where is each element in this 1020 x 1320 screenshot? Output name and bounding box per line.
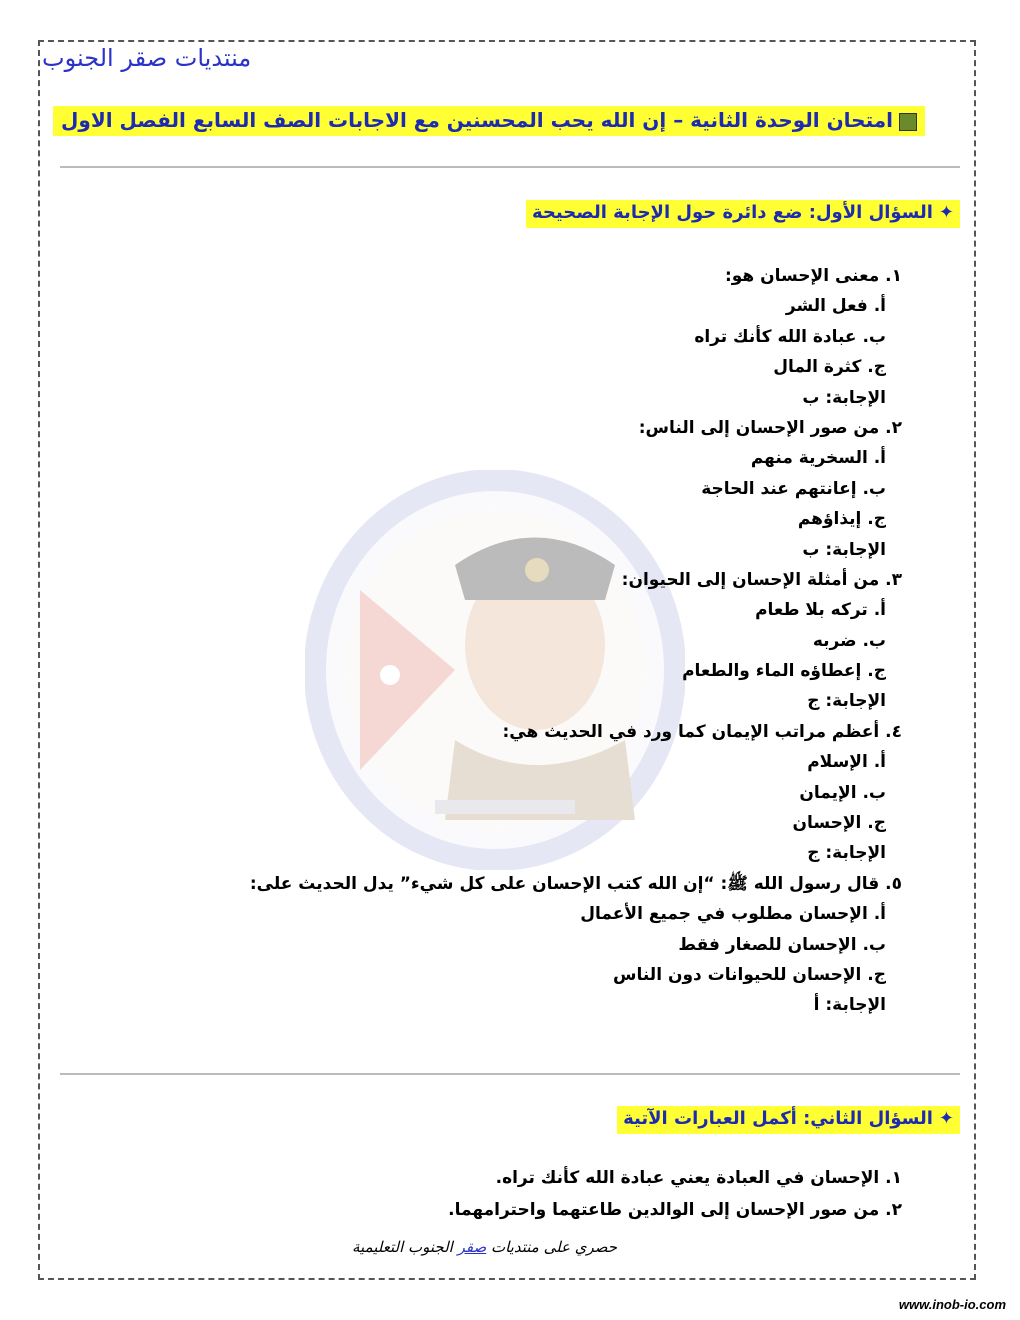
divider-middle — [60, 1073, 960, 1075]
section1-title — [526, 200, 960, 228]
answer-3: الإجابة: ج — [807, 691, 886, 712]
option-3b: ب. ضربه — [812, 630, 886, 651]
option-5c: ج. الإحسان للحيوانات دون الناس — [613, 964, 886, 985]
answer-4: الإجابة: ج — [807, 843, 886, 864]
section2-title — [617, 1106, 960, 1134]
option-2a: أ. السخرية منهم — [750, 448, 886, 469]
sparkle-icon: ✦ — [938, 1108, 954, 1129]
answer-1: الإجابة: ب — [802, 387, 886, 408]
option-1c: ج. كثرة المال — [773, 357, 886, 378]
footer-note — [352, 1238, 617, 1256]
question-1: ١. معنى الإحسان هو: — [724, 266, 902, 286]
divider-top — [60, 166, 960, 168]
question-list — [202, 261, 902, 1021]
site-url: www.inob-io.com — [898, 1297, 1006, 1312]
completion-item-1: ١. الإحسان في العبادة يعني عبادة الله كأنك تراه. — [495, 1168, 902, 1188]
question-3: ٣. من أمثلة الإحسان إلى الحيوان: — [621, 569, 902, 590]
site-title: منتديات صقر الجنوب — [42, 44, 252, 72]
option-3a: أ. تركه بلا طعام — [755, 600, 886, 621]
exam-title-text: امتحان الوحدة الثانية – إن الله يحب المحسنين مع الاجابات الصف السابع الفصل الاول — [61, 108, 893, 132]
question-4: ٤. أعظم مراتب الإيمان كما ورد في الحديث هي: — [502, 721, 902, 742]
exam-title — [53, 106, 925, 136]
option-4a: أ. الإسلام — [807, 752, 886, 773]
answer-2: الإجابة: ب — [802, 539, 886, 560]
sparkle-icon: ✦ — [938, 202, 954, 223]
section1-title-text: السؤال الأول: ضع دائرة حول الإجابة الصحيحة — [532, 202, 933, 223]
answer-5: الإجابة: أ — [813, 995, 886, 1016]
option-4b: ب. الإيمان — [799, 782, 886, 803]
option-5b: ب. الإحسان للصغار فقط — [678, 934, 886, 955]
question-2: ٢. من صور الإحسان إلى الناس: — [638, 417, 902, 438]
question-5: ٥. قال رسول الله ﷺ: “إن الله كتب الإحسان على كل شيء” يدل الحديث على: — [249, 873, 902, 894]
square-icon — [899, 113, 917, 131]
option-2c: ج. إيذاؤهم — [797, 509, 886, 530]
option-4c: ج. الإحسان — [792, 813, 886, 834]
section2-title-text: السؤال الثاني: أكمل العبارات الآتية — [623, 1108, 933, 1129]
option-1a: أ. فعل الشر — [785, 296, 886, 317]
option-1b: ب. عبادة الله كأنك تراه — [694, 326, 886, 347]
option-5a: أ. الإحسان مطلوب في جميع الأعمال — [580, 904, 886, 925]
completion-item-2: ٢. من صور الإحسان إلى الوالدين طاعتهما واحترامهما. — [448, 1200, 902, 1220]
footer-link[interactable]: صقر — [457, 1238, 487, 1256]
footer-suffix: الجنوب التعليمية — [352, 1238, 458, 1256]
completion-list — [182, 1162, 902, 1226]
option-3c: ج. إعطاؤه الماء والطعام — [682, 661, 886, 682]
footer-prefix: حصري على منتديات — [486, 1238, 618, 1256]
option-2b: ب. إعانتهم عند الحاجة — [701, 478, 886, 499]
